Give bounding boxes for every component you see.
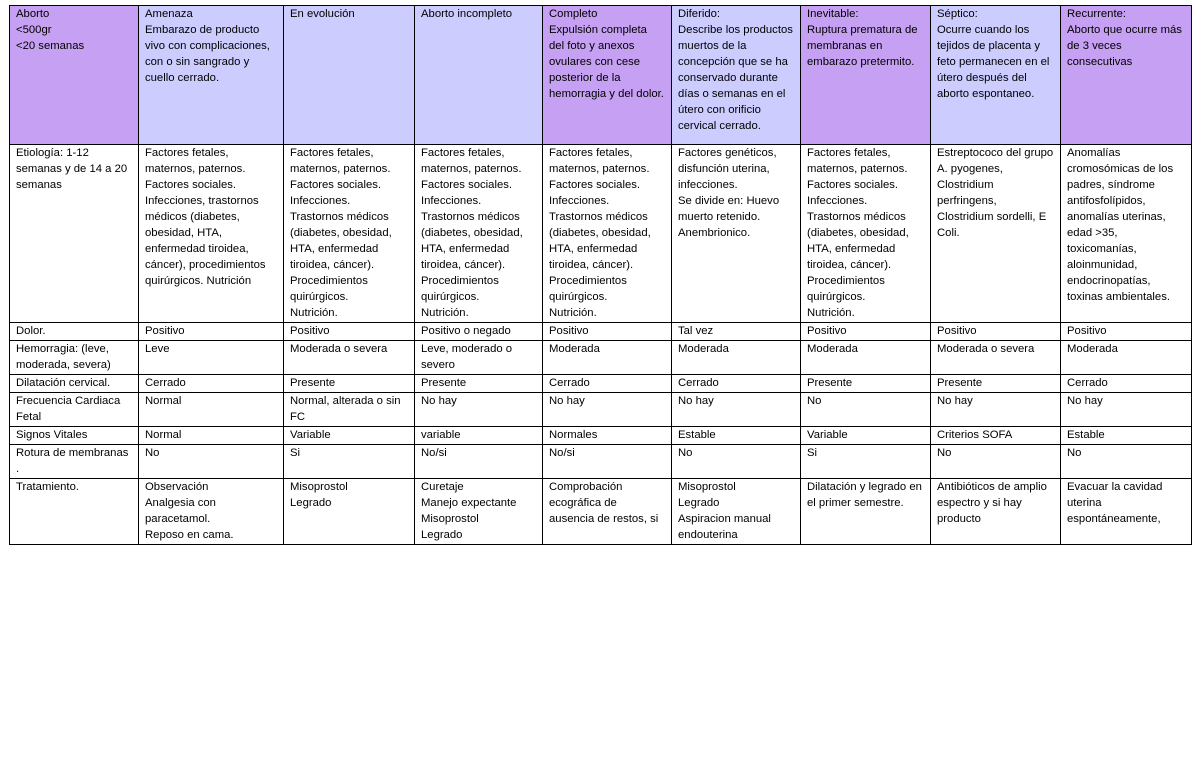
table-cell: Positivo bbox=[284, 323, 415, 341]
table-cell: Misoprostol Legrado Aspiracion manual endouterina bbox=[672, 479, 801, 545]
header-cell-aborto: Aborto <500gr <20 semanas bbox=[10, 6, 139, 145]
table-cell: Observación Analgesia con paracetamol. Reposo en cama. bbox=[139, 479, 284, 545]
table-row-frecuencia-cardiaca bbox=[10, 393, 1192, 427]
table-cell: No hay bbox=[931, 393, 1061, 427]
table-row-signos-vitales bbox=[10, 427, 1192, 445]
table-cell: Factores genéticos, disfunción uterina, infecciones. Se divide en: Huevo muerto retenido. Anembrionico. bbox=[672, 145, 801, 323]
table-cell: No hay bbox=[672, 393, 801, 427]
table-row-rotura-membranas bbox=[10, 445, 1192, 479]
abortion-classification-table bbox=[9, 5, 1192, 545]
table-cell: Moderada bbox=[672, 341, 801, 375]
table-cell: Criterios SOFA bbox=[931, 427, 1061, 445]
table-cell: Normal bbox=[139, 393, 284, 427]
header-cell-diferido: Diferido: Describe los productos muertos de la concepción que se ha conservado durante días o semanas en el útero con orificio cervical cerrado. bbox=[672, 6, 801, 145]
table-cell: Estreptococo del grupo A. pyogenes, Clostridium perfringens, Clostridium sordelli, E Coli. bbox=[931, 145, 1061, 323]
header-cell-inevitable: Inevitable: Ruptura prematura de membranas en embarazo pretermito. bbox=[801, 6, 931, 145]
header-cell-septico: Séptico: Ocurre cuando los tejidos de placenta y feto permanecen en el útero después del aborto espontaneo. bbox=[931, 6, 1061, 145]
table-cell: Factores fetales, maternos, paternos. Factores sociales. Infecciones. Trastornos médicos (diabetes, obesidad, HTA, enfermedad tiroidea, cáncer). Procedimientos quirúrgicos. Nutrición. bbox=[801, 145, 931, 323]
row-label: Dilatación cervical. bbox=[10, 375, 139, 393]
table-row-dolor bbox=[10, 323, 1192, 341]
table-cell: Factores fetales, maternos, paternos. Factores sociales. Infecciones. Trastornos médicos (diabetes, obesidad, HTA, enfermedad tiroidea, cáncer). Procedimientos quirúrgicos. Nutrición. bbox=[284, 145, 415, 323]
table-cell: Cerrado bbox=[672, 375, 801, 393]
table-cell: Positivo bbox=[543, 323, 672, 341]
table-cell: Moderada bbox=[543, 341, 672, 375]
table-cell: Variable bbox=[284, 427, 415, 445]
row-label: Tratamiento. bbox=[10, 479, 139, 545]
table-cell: Cerrado bbox=[543, 375, 672, 393]
table-cell: Normales bbox=[543, 427, 672, 445]
row-label: Signos Vitales bbox=[10, 427, 139, 445]
table-cell: Positivo o negado bbox=[415, 323, 543, 341]
table-cell: Presente bbox=[284, 375, 415, 393]
table-cell: Presente bbox=[415, 375, 543, 393]
row-label: Etiología: 1-12 semanas y de 14 a 20 semanas bbox=[10, 145, 139, 323]
header-cell-completo: Completo Expulsión completa del foto y anexos ovulares con cese posterior de la hemorragia y del dolor. bbox=[543, 6, 672, 145]
table-cell: Estable bbox=[672, 427, 801, 445]
table-cell: Cerrado bbox=[139, 375, 284, 393]
table-cell: Variable bbox=[801, 427, 931, 445]
table-cell: Leve bbox=[139, 341, 284, 375]
table-row-dilatacion bbox=[10, 375, 1192, 393]
header-cell-recurrente: Recurrente: Aborto que ocurre más de 3 veces consecutivas bbox=[1061, 6, 1192, 145]
header-cell-amenaza: Amenaza Embarazo de producto vivo con complicaciones, con o sin sangrado y cuello cerrado. bbox=[139, 6, 284, 145]
header-cell-en-evolucion: En evolución bbox=[284, 6, 415, 145]
table-cell: Misoprostol Legrado bbox=[284, 479, 415, 545]
table-cell: Normal, alterada o sin FC bbox=[284, 393, 415, 427]
table-cell: Positivo bbox=[1061, 323, 1192, 341]
row-label: Dolor. bbox=[10, 323, 139, 341]
table-cell: Presente bbox=[931, 375, 1061, 393]
table-cell: Si bbox=[284, 445, 415, 479]
table-cell: Moderada o severa bbox=[284, 341, 415, 375]
table-cell: No hay bbox=[1061, 393, 1192, 427]
table-cell: Positivo bbox=[139, 323, 284, 341]
table-cell: Moderada o severa bbox=[931, 341, 1061, 375]
table-cell: Normal bbox=[139, 427, 284, 445]
table-cell: Cerrado bbox=[1061, 375, 1192, 393]
table-row-hemorragia bbox=[10, 341, 1192, 375]
table-cell: No bbox=[801, 393, 931, 427]
table-cell: variable bbox=[415, 427, 543, 445]
table-cell: No hay bbox=[415, 393, 543, 427]
table-row-tratamiento bbox=[10, 479, 1192, 545]
table-cell: No hay bbox=[543, 393, 672, 427]
table-row-etiologia bbox=[10, 145, 1192, 323]
table-cell: Evacuar la cavidad uterina espontáneamente, bbox=[1061, 479, 1192, 545]
table-cell: Leve, moderado o severo bbox=[415, 341, 543, 375]
table-cell: Presente bbox=[801, 375, 931, 393]
table-cell: Antibióticos de amplio espectro y si hay producto bbox=[931, 479, 1061, 545]
table-cell: Moderada bbox=[1061, 341, 1192, 375]
table-cell: Si bbox=[801, 445, 931, 479]
table-cell: No bbox=[1061, 445, 1192, 479]
table-cell: Tal vez bbox=[672, 323, 801, 341]
header-cell-incompleto: Aborto incompleto bbox=[415, 6, 543, 145]
table-cell: Positivo bbox=[931, 323, 1061, 341]
table-cell: No/si bbox=[415, 445, 543, 479]
table-cell: No/si bbox=[543, 445, 672, 479]
table-cell: No bbox=[672, 445, 801, 479]
table-cell: Moderada bbox=[801, 341, 931, 375]
table-cell: Positivo bbox=[801, 323, 931, 341]
table-cell: Estable bbox=[1061, 427, 1192, 445]
row-label: Rotura de membranas . bbox=[10, 445, 139, 479]
table-cell: Dilatación y legrado en el primer semestre. bbox=[801, 479, 931, 545]
table-cell: Curetaje Manejo expectante Misoprostol Legrado bbox=[415, 479, 543, 545]
table-cell: Factores fetales, maternos, paternos. Factores sociales. Infecciones, trastornos médicos (diabetes, obesidad, HTA, enfermedad tiroidea, cáncer), procedimientos quirúrgicos. Nutrición bbox=[139, 145, 284, 323]
row-label: Hemorragia: (leve, moderada, severa) bbox=[10, 341, 139, 375]
table-cell: Factores fetales, maternos, paternos. Factores sociales. Infecciones. Trastornos médicos (diabetes, obesidad, HTA, enfermedad tiroidea, cáncer). Procedimientos quirúrgicos. Nutrición. bbox=[415, 145, 543, 323]
table-cell: Comprobación ecográfica de ausencia de restos, si bbox=[543, 479, 672, 545]
table-cell: Anomalías cromosómicas de los padres, síndrome antifosfolípidos, anomalías uterinas, edad >35, toxicomanías, aloinmunidad, endocrinopatías, toxinas ambientales. bbox=[1061, 145, 1192, 323]
table-cell: No bbox=[139, 445, 284, 479]
table-cell: Factores fetales, maternos, paternos. Factores sociales. Infecciones. Trastornos médicos (diabetes, obesidad, HTA, enfermedad tiroidea, cáncer). Procedimientos quirúrgicos. Nutrición. bbox=[543, 145, 672, 323]
header-row bbox=[10, 6, 1192, 145]
row-label: Frecuencia Cardiaca Fetal bbox=[10, 393, 139, 427]
table-cell: No bbox=[931, 445, 1061, 479]
